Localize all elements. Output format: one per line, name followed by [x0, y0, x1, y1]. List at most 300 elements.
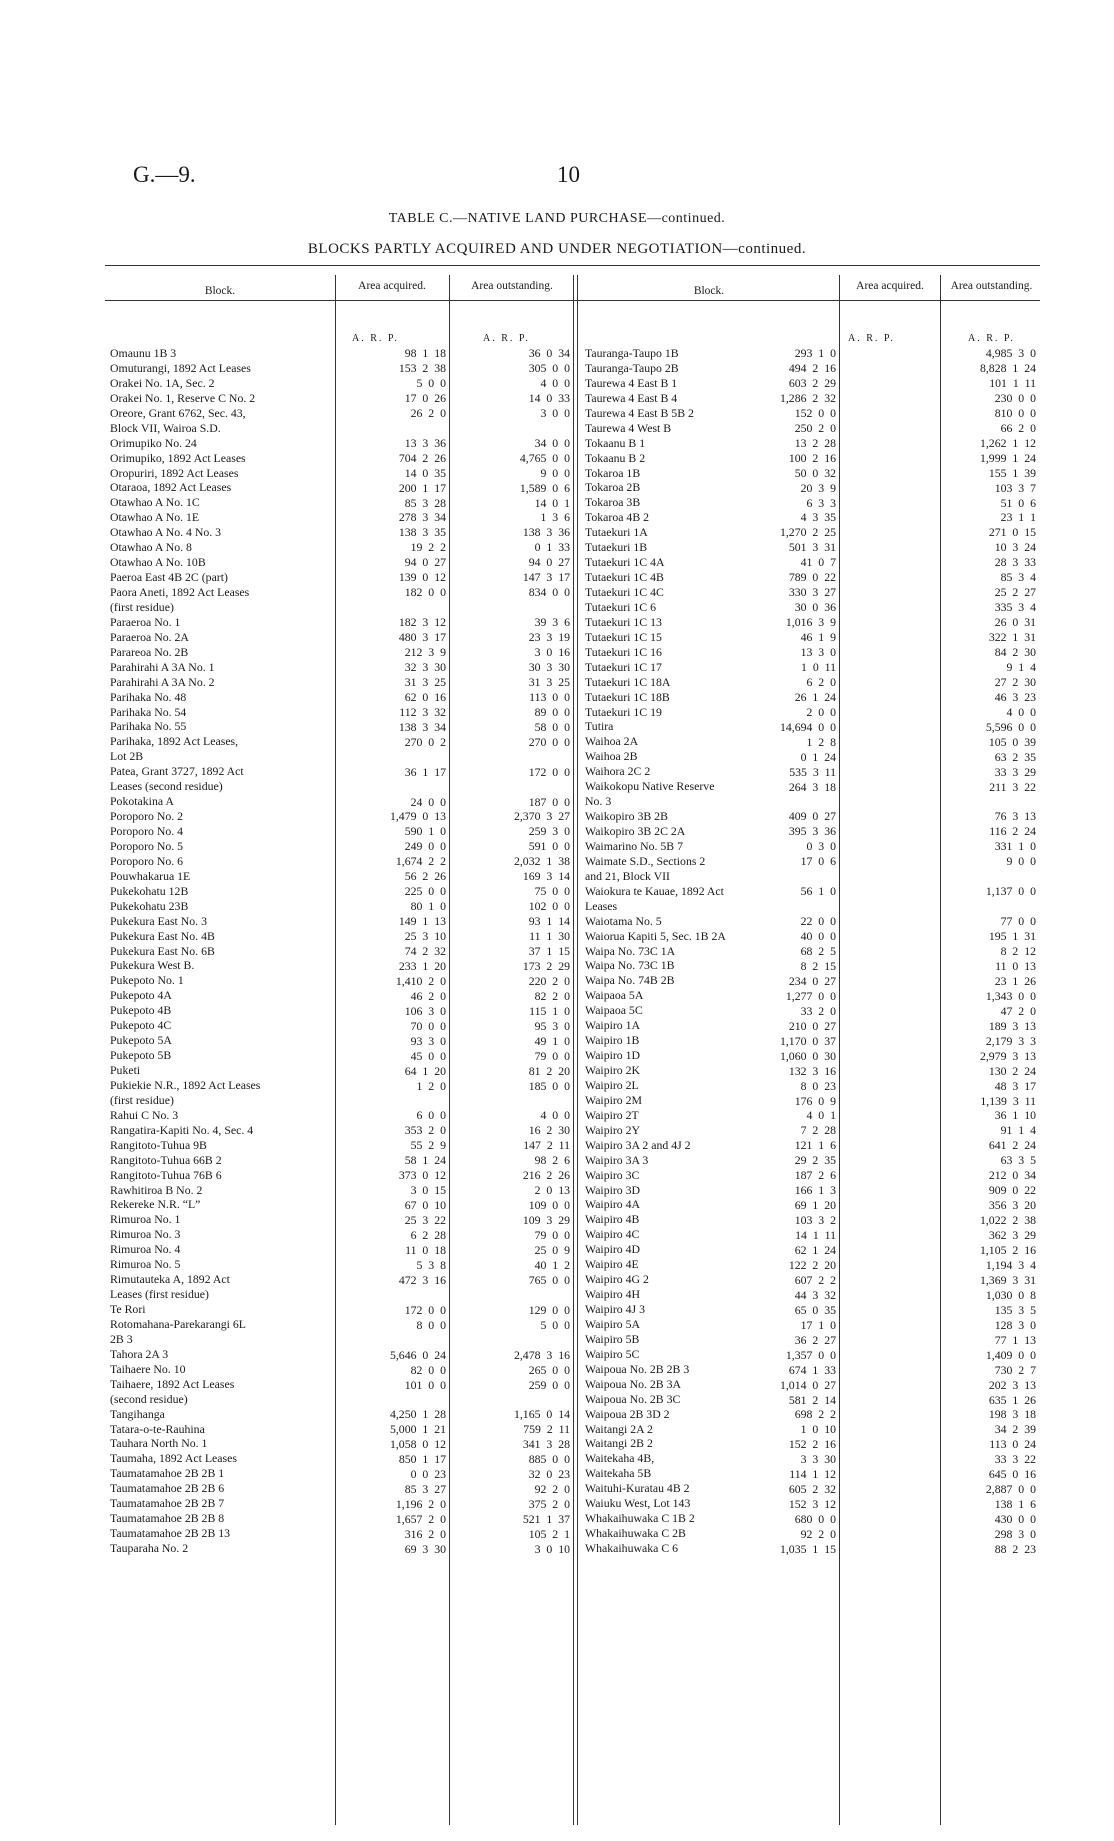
table-row: [110, 1033, 335, 1048]
area-outstanding: 36 1 10: [994, 1108, 1036, 1123]
area-outstanding: 37 1 15: [528, 944, 570, 958]
block-name: Waipiro 2L: [585, 1077, 639, 1092]
area-outstanding: 341 3 28: [522, 1437, 570, 1452]
area-acquired: 17 1 0: [800, 1317, 836, 1332]
area-outstanding: 1,022 2 38: [979, 1213, 1036, 1228]
table-row: [110, 466, 335, 481]
area-acquired: 1,014 0 27: [779, 1377, 836, 1392]
area-acquired: 1,674 2 2: [395, 854, 446, 869]
block-name: Leases (first residue): [110, 1287, 209, 1302]
area-acquired: 26 2 0: [410, 405, 446, 420]
area-acquired: 44 3 32: [794, 1287, 836, 1302]
area-acquired: 698 2 2: [794, 1407, 836, 1422]
area-acquired: 56 1 0: [800, 884, 836, 899]
table-row: [110, 495, 335, 510]
area-acquired: 212 3 9: [404, 645, 446, 659]
table-row: [110, 899, 335, 914]
table-row: [585, 705, 838, 720]
block-name: Waiorua Kapiti 5, Sec. 1B 2A: [585, 928, 726, 943]
area-outstanding: 2,979 3 13: [979, 1048, 1036, 1063]
area-acquired: 176 0 9: [794, 1093, 836, 1108]
block-name: Waipa No. 73C 1A: [585, 943, 676, 958]
table-row: [110, 1541, 335, 1556]
area-acquired: 0 3 0: [806, 839, 836, 854]
table-row: [585, 869, 838, 884]
area-acquired: 80 1 0: [410, 899, 446, 914]
area-acquired: 501 3 31: [788, 540, 836, 555]
col-divider: [839, 275, 840, 1825]
col-divider: [335, 275, 336, 1825]
block-name: Rimuroa No. 1: [110, 1212, 181, 1227]
col-divider: [940, 275, 941, 1825]
block-name: Waipiro 3A 2 and 4J 2: [585, 1137, 691, 1152]
block-name: Taumatamahoe 2B 2B 8: [110, 1511, 225, 1526]
block-name: Parihaka No. 54: [110, 704, 187, 719]
area-acquired: 590 1 0: [404, 824, 446, 839]
table-row: [110, 391, 335, 406]
area-outstanding: 765 0 0: [528, 1272, 570, 1287]
block-name: Waipiro 3D: [585, 1182, 641, 1197]
area-acquired: 0 1 24: [800, 749, 836, 764]
block-name: Tutaekuri 1C 4A: [585, 555, 665, 570]
area-outstanding: 147 2 11: [523, 1138, 570, 1153]
table-row: [110, 944, 335, 959]
block-name: Paraeroa No. 1: [110, 614, 181, 629]
block-name: Rimuroa No. 3: [110, 1227, 181, 1242]
area-acquired: 20 3 9: [800, 480, 836, 495]
area-acquired: 67 0 10: [404, 1198, 446, 1213]
table-row: [110, 555, 335, 570]
area-outstanding: 4 0 0: [540, 1108, 570, 1123]
area-acquired: 1 2 8: [806, 734, 836, 749]
table-row: [110, 764, 335, 779]
area-outstanding: 3 0 0: [540, 405, 570, 420]
area-acquired: 121 1 6: [794, 1138, 836, 1153]
area-acquired: 581 2 14: [788, 1392, 836, 1407]
area-acquired: 1 2 0: [416, 1078, 446, 1093]
area-outstanding: 23 1 26: [994, 973, 1036, 988]
table-row: [110, 451, 335, 466]
area-outstanding: 322 1 31: [988, 630, 1036, 645]
area-outstanding: 89 0 0: [534, 704, 570, 719]
block-name: Pukekura West B.: [110, 958, 195, 973]
area-acquired: 680 0 0: [794, 1512, 836, 1527]
area-outstanding: 362 3 29: [988, 1228, 1036, 1243]
area-outstanding: 202 3 13: [988, 1377, 1036, 1392]
table-row: [110, 1436, 335, 1451]
area-outstanding: 16 2 30: [528, 1123, 570, 1138]
block-name: Taumatamahoe 2B 2B 13: [110, 1526, 231, 1541]
block-name: Poroporo No. 4: [110, 824, 184, 838]
area-acquired: 1,277 0 0: [785, 988, 836, 1003]
area-outstanding: 14 0 33: [528, 390, 570, 405]
block-name: Pokotakina A: [110, 794, 174, 809]
area-acquired: 138 3 34: [398, 719, 446, 734]
block-name: Parihaka No. 55: [110, 719, 187, 734]
area-outstanding: 92 2 0: [534, 1482, 570, 1497]
area-outstanding: 220 2 0: [528, 973, 570, 988]
table-row: [110, 1332, 335, 1347]
block-name: Leases: [585, 898, 618, 913]
area-outstanding: 11 0 13: [995, 958, 1036, 973]
area-outstanding: 1,589 0 6: [519, 480, 570, 495]
area-acquired: 182 0 0: [404, 585, 446, 600]
area-acquired: 64 1 20: [404, 1063, 446, 1078]
area-outstanding: 5 0 0: [540, 1317, 570, 1332]
area-acquired: 106 3 0: [404, 1003, 446, 1018]
table-row: [585, 734, 838, 749]
area-outstanding: 36 0 34: [528, 346, 570, 360]
table-row: [585, 1108, 838, 1123]
block-name: Waiuku West, Lot 143: [585, 1496, 691, 1511]
area-outstanding: 1,139 3 11: [980, 1093, 1036, 1108]
area-acquired: 25 3 22: [404, 1213, 446, 1228]
area-outstanding: 46 3 23: [994, 689, 1036, 704]
area-outstanding: 48 3 17: [994, 1078, 1036, 1093]
area-outstanding: 138 3 36: [522, 525, 570, 540]
table-row: [110, 779, 335, 794]
area-outstanding: 66 2 0: [1000, 420, 1036, 435]
table-row: [110, 1526, 335, 1541]
table-row: [585, 660, 838, 675]
block-name: Waipaoa 5A: [585, 988, 644, 1003]
area-outstanding: 32 0 23: [528, 1467, 570, 1482]
area-outstanding: 759 2 11: [523, 1422, 570, 1437]
block-name: Pukekohatu 12B: [110, 883, 189, 898]
table-row: [110, 1272, 335, 1287]
block-name: Waiokura te Kauae, 1892 Act: [585, 883, 724, 898]
area-outstanding: 113 0 0: [529, 689, 570, 704]
area-outstanding: 521 1 37: [522, 1512, 570, 1527]
block-name: Waipa No. 73C 1B: [585, 958, 675, 973]
block-name: Waipiro 2T: [585, 1107, 639, 1122]
area-acquired: 56 2 26: [404, 869, 446, 884]
area-outstanding: 2,887 0 0: [985, 1482, 1036, 1497]
area-outstanding: 187 0 0: [528, 794, 570, 809]
block-name: Waipiro 4E: [585, 1257, 639, 1272]
area-acquired: 1,270 2 25: [779, 525, 836, 540]
block-name: Tokaroa 3B: [585, 495, 641, 510]
area-acquired: 234 0 27: [788, 973, 836, 988]
area-outstanding: 265 0 0: [528, 1362, 570, 1377]
left-block-column: [110, 346, 335, 1556]
area-outstanding: 591 0 0: [528, 839, 570, 854]
area-acquired: 70 0 0: [410, 1018, 446, 1033]
table-row: [110, 1451, 335, 1466]
area-outstanding: 3 0 16: [534, 645, 570, 659]
block-name: Waipoua No. 2B 2B 3: [585, 1361, 690, 1376]
area-outstanding: 1,369 3 31: [979, 1272, 1036, 1287]
table-row: [110, 1153, 335, 1168]
area-outstanding: 169 3 14: [522, 869, 570, 884]
block-name: Omuturangi, 1892 Act Leases: [110, 360, 251, 375]
block-name: Waikopiro 3B 2C 2A: [585, 824, 686, 838]
block-name: Rawhitiroa B No. 2: [110, 1182, 203, 1197]
area-outstanding: 271 0 15: [988, 525, 1036, 540]
area-acquired: 603 2 29: [788, 375, 836, 390]
block-name: Whakaihuwaka C 2B: [585, 1526, 686, 1541]
area-outstanding: 84 2 30: [994, 645, 1036, 659]
block-name: Tokaroa 1B: [585, 465, 641, 480]
area-acquired: 85 3 27: [404, 1482, 446, 1497]
area-outstanding: 63 2 35: [994, 749, 1036, 764]
block-name: Tutaekuri 1A: [585, 525, 648, 540]
block-name: and 21, Block VII: [585, 868, 670, 883]
block-name: Taurewa 4 West B: [585, 420, 672, 435]
table-row: [110, 615, 335, 630]
block-name: Tutaekuri 1C 19: [585, 704, 662, 719]
area-outstanding: 101 1 11: [989, 375, 1036, 390]
block-name: Orakei No. 1A, Sec. 2: [110, 375, 215, 390]
block-name: 2B 3: [110, 1331, 133, 1346]
area-acquired: 14 1 11: [795, 1228, 836, 1243]
block-name: Waipa No. 74B 2B: [585, 973, 675, 988]
area-acquired: 3 0 15: [410, 1183, 446, 1198]
table-row: [110, 1078, 335, 1093]
area-acquired: 6 0 0: [416, 1108, 446, 1123]
col-divider: [573, 275, 574, 1825]
block-name: Tutaekuri 1C 18A: [585, 674, 671, 689]
area-outstanding: 82 2 0: [534, 988, 570, 1003]
table-row: [585, 794, 838, 809]
table-row: [110, 1242, 335, 1257]
area-outstanding: 730 2 7: [994, 1362, 1036, 1377]
table-row: [110, 1108, 335, 1123]
area-outstanding: 79 0 0: [534, 1048, 570, 1063]
area-acquired: 8 0 0: [416, 1317, 446, 1332]
block-name: Rahui C No. 3: [110, 1107, 179, 1122]
block-name: Waituhi-Kuratau 4B 2: [585, 1481, 690, 1496]
block-name: Tauranga-Taupo 2B: [585, 360, 679, 375]
table-row: [110, 436, 335, 451]
area-outstanding: 98 2 6: [534, 1153, 570, 1168]
area-outstanding: 270 0 0: [528, 734, 570, 749]
block-name: Whakaihuwaka C 1B 2: [585, 1511, 695, 1526]
area-outstanding: 30 3 30: [528, 659, 570, 674]
area-outstanding: 230 0 0: [994, 390, 1036, 405]
block-name: Tutaekuri 1C 13: [585, 614, 662, 629]
area-acquired: 152 3 12: [788, 1497, 836, 1512]
area-outstanding: 103 3 7: [994, 480, 1036, 495]
area-outstanding: 81 2 20: [528, 1063, 570, 1078]
area-acquired: 22 0 0: [800, 914, 836, 929]
table-row: [110, 1197, 335, 1212]
page-number: 10: [557, 162, 580, 187]
area-acquired: 41 0 7: [800, 555, 836, 570]
area-acquired: 152 0 0: [794, 405, 836, 420]
area-acquired: 25 3 10: [404, 929, 446, 944]
area-acquired: 1,170 0 37: [779, 1033, 836, 1048]
area-outstanding: 4,765 0 0: [519, 450, 570, 465]
block-name: Taumatamahoe 2B 2B 7: [110, 1496, 225, 1511]
area-outstanding: 305 0 0: [528, 360, 570, 375]
table-row: [110, 645, 335, 660]
document-code: G.—9.: [133, 162, 196, 187]
area-outstanding: 375 2 0: [528, 1497, 570, 1512]
area-acquired: 149 1 13: [398, 914, 446, 929]
area-acquired: 6 2 28: [410, 1228, 446, 1243]
block-name: Waihoa 2B: [585, 749, 638, 764]
table-row: [110, 1183, 335, 1198]
block-name: Waipiro 1A: [585, 1018, 641, 1033]
area-outstanding: 51 0 6: [1000, 495, 1036, 510]
col-header-acquired-left: Area acquired.: [358, 280, 426, 292]
block-name: Waipiro 4G 2: [585, 1272, 649, 1287]
block-name: Patea, Grant 3727, 1892 Act: [110, 764, 244, 779]
area-outstanding: 76 3 13: [994, 809, 1036, 824]
block-name: Waipiro 5A: [585, 1316, 641, 1331]
area-outstanding: 635 1 26: [988, 1392, 1036, 1407]
area-acquired: 674 1 33: [788, 1362, 836, 1377]
area-outstanding: 2,370 3 27: [513, 809, 570, 824]
area-outstanding: 172 0 0: [528, 764, 570, 779]
table-row: [110, 958, 335, 973]
block-name: Tokaroa 2B: [585, 480, 641, 495]
block-name: Rangitoto-Tuhua 76B 6: [110, 1167, 222, 1182]
area-acquired: 1,035 1 15: [779, 1542, 836, 1556]
block-name: Pukepoto 4A: [110, 988, 172, 1003]
table-row: [110, 1481, 335, 1496]
block-name: Waimarino No. 5B 7: [585, 838, 683, 853]
area-outstanding: 331 1 0: [994, 839, 1036, 854]
block-name: Lot 2B: [110, 749, 144, 764]
block-name: Waipiro 4B: [585, 1212, 640, 1227]
area-acquired: 1 0 11: [801, 659, 836, 674]
block-name: Waipaoa 5C: [585, 1003, 643, 1018]
block-name: Tauparaha No. 2: [110, 1541, 189, 1555]
area-acquired: 1,357 0 0: [785, 1347, 836, 1362]
block-name: Otawhao A No. 8: [110, 540, 192, 555]
area-acquired: 153 2 38: [398, 360, 446, 375]
area-outstanding: 33 3 22: [994, 1452, 1036, 1467]
area-acquired: 114 1 12: [789, 1467, 836, 1482]
table-row: [110, 705, 335, 720]
area-acquired: 94 0 27: [404, 555, 446, 570]
block-name: Tatara-o-te-Rauhina: [110, 1421, 205, 1436]
area-outstanding: 47 2 0: [1000, 1003, 1036, 1018]
block-name: Taihaere No. 10: [110, 1361, 186, 1376]
area-outstanding: 75 0 0: [534, 884, 570, 899]
block-name: Waipiro 1B: [585, 1033, 640, 1048]
area-acquired: 316 2 0: [404, 1527, 446, 1542]
area-acquired: 65 0 35: [794, 1302, 836, 1317]
block-name: Otawhao A No. 4 No. 3: [110, 525, 222, 540]
block-name: Tauhara North No. 1: [110, 1436, 208, 1451]
area-acquired: 101 0 0: [404, 1377, 446, 1392]
table-row: [110, 361, 335, 376]
area-outstanding: 31 3 25: [528, 674, 570, 689]
area-acquired: 92 2 0: [800, 1527, 836, 1542]
block-name: Tangihanga: [110, 1406, 165, 1421]
area-acquired: 2 0 0: [806, 704, 836, 719]
table-row: [110, 1287, 335, 1302]
area-acquired: 166 1 3: [794, 1183, 836, 1198]
block-name: Parihaka, 1892 Act Leases,: [110, 734, 239, 749]
area-outstanding: 28 3 33: [994, 555, 1036, 570]
block-name: Poroporo No. 6: [110, 853, 184, 868]
area-acquired: 26 1 24: [794, 689, 836, 704]
area-acquired: 6 2 0: [806, 674, 836, 689]
table-row: [110, 719, 335, 734]
area-acquired: 6 3 3: [806, 495, 836, 510]
area-acquired: 270 0 2: [404, 734, 446, 749]
table-row: [110, 1257, 335, 1272]
table-row: [585, 495, 838, 510]
area-outstanding: 212 0 34: [988, 1168, 1036, 1183]
area-outstanding: 1,137 0 0: [985, 884, 1036, 899]
area-acquired: 17 0 26: [404, 390, 446, 405]
area-acquired: 494 2 16: [788, 360, 836, 375]
area-outstanding: 147 3 17: [522, 570, 570, 585]
block-name: Waitekaha 4B,: [585, 1451, 655, 1466]
block-name: Waipiro 5B: [585, 1331, 640, 1346]
table-row: [110, 660, 335, 675]
block-name: Poroporo No. 5: [110, 838, 184, 853]
block-name: Waipiro 1D: [585, 1048, 641, 1063]
area-outstanding: 138 1 6: [994, 1497, 1036, 1512]
block-name: Otaraoa, 1892 Act Leases: [110, 480, 232, 495]
table-row: [110, 1317, 335, 1332]
block-name: Paora Aneti, 1892 Act Leases: [110, 585, 250, 599]
area-acquired: 138 3 35: [398, 525, 446, 540]
area-outstanding: 130 2 24: [988, 1063, 1036, 1078]
area-acquired: 32 3 30: [404, 659, 446, 674]
area-outstanding: 909 0 22: [988, 1183, 1036, 1198]
table-row: [110, 1063, 335, 1078]
area-acquired: 472 3 16: [398, 1272, 446, 1287]
table-row: [110, 690, 335, 705]
table-row: [110, 421, 335, 436]
area-outstanding: 63 3 5: [1000, 1153, 1036, 1168]
area-outstanding: 1,030 0 8: [985, 1287, 1036, 1302]
area-outstanding: 77 1 13: [994, 1332, 1036, 1347]
block-name: Tutaekuri 1C 6: [585, 599, 657, 614]
area-outstanding: 198 3 18: [988, 1407, 1036, 1422]
area-outstanding: 14 0 1: [534, 495, 570, 510]
area-outstanding: 1,165 0 14: [513, 1407, 570, 1422]
block-name: Tutaekuri 1C 4C: [585, 585, 664, 599]
area-acquired: 1,410 2 0: [395, 973, 446, 988]
block-name: Pouwhakarua 1E: [110, 868, 191, 883]
block-name: (second residue): [110, 1391, 188, 1406]
block-name: Orimupiko No. 24: [110, 435, 197, 450]
area-outstanding: 430 0 0: [994, 1512, 1036, 1527]
table-row: [110, 749, 335, 764]
area-outstanding: 9 0 0: [540, 465, 570, 480]
block-name: Orimupiko, 1892 Act Leases: [110, 450, 246, 465]
area-outstanding: 23 3 19: [528, 630, 570, 645]
area-outstanding: 5,596 0 0: [985, 719, 1036, 734]
area-acquired: 58 1 24: [404, 1153, 446, 1168]
table-caption: TABLE C.—NATIVE LAND PURCHASE—continued.: [388, 211, 726, 226]
table-row: [110, 585, 335, 600]
block-name: Tutaekuri 1C 17: [585, 659, 662, 674]
block-name: Taihaere, 1892 Act Leases: [110, 1376, 235, 1391]
area-outstanding: 155 1 39: [988, 465, 1036, 480]
block-name: Waimate S.D., Sections 2: [585, 853, 706, 868]
table-row: [110, 988, 335, 1003]
area-acquired: 5,000 1 21: [389, 1422, 446, 1437]
area-acquired: 4 3 35: [800, 510, 836, 525]
area-acquired: 249 0 0: [404, 839, 446, 854]
table-row: [110, 824, 335, 839]
area-outstanding: 34 0 0: [534, 435, 570, 450]
area-acquired: 36 2 27: [794, 1332, 836, 1347]
area-outstanding: 49 1 0: [534, 1033, 570, 1048]
area-acquired: 45 0 0: [410, 1048, 446, 1063]
area-outstanding: 216 2 26: [522, 1168, 570, 1183]
block-name: Waipiro 3C: [585, 1167, 640, 1182]
